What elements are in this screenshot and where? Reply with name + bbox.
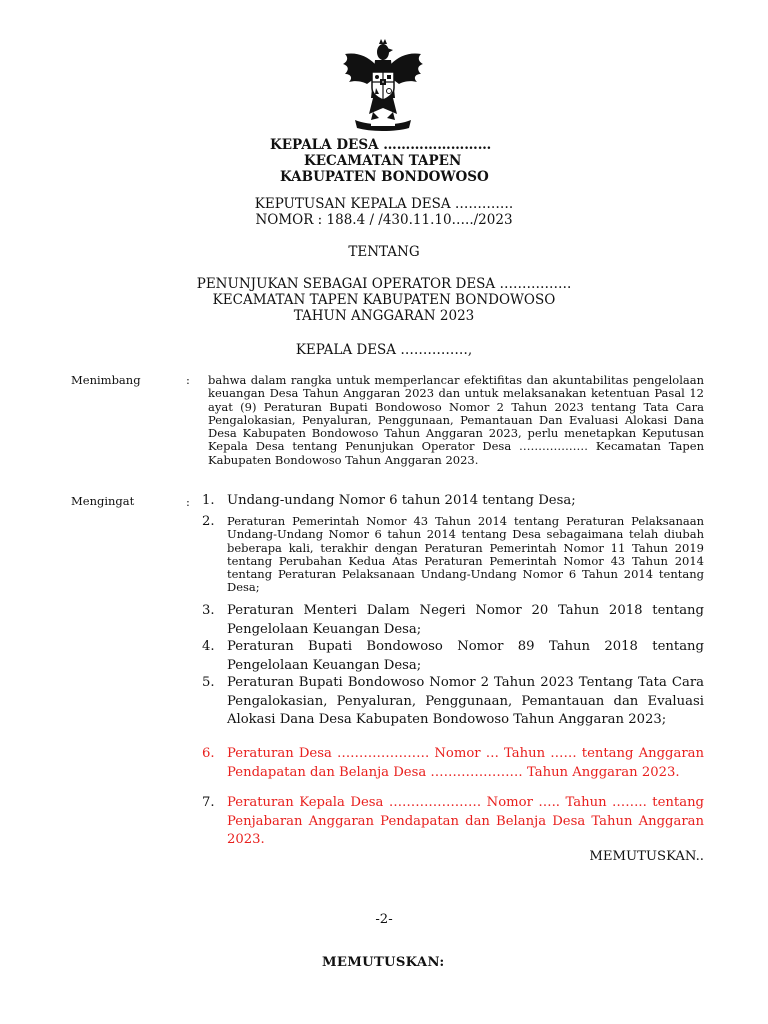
decree-title: KEPUTUSAN KEPALA DESA …………. <box>254 196 514 212</box>
legal-basis-item <box>202 492 704 511</box>
legal-basis-item <box>202 794 704 850</box>
subject-line-3: TAHUN ANGGARAN 2023 <box>293 308 475 324</box>
garuda-emblem-icon <box>341 38 425 134</box>
decree-number: NOMOR : 188.4 / /430.11.10…../2023 <box>255 212 513 228</box>
legal-basis-item <box>202 515 704 595</box>
mengingat-colon: : <box>186 495 190 509</box>
memutuskan-heading: MEMUTUSKAN: <box>322 955 445 970</box>
signatory-title: KEPALA DESA ……………, <box>295 342 473 358</box>
legal-basis-item <box>202 638 704 675</box>
item-text: Peraturan Desa ………………… Nomor … Tahun …… tentang Anggaran Pendapatan dan Belanja Desa ………………… Tahun Anggaran 2023. <box>227 746 704 780</box>
item-text: Peraturan Pemerintah Nomor 43 Tahun 2014 tentang Peraturan Pelaksanaan Undang-Undang Nomor 6 tahun 2014 tentang Desa sebagaimana telah diubah beberapa kali, terakhir dengan Peraturan Pemerintah Nomor 11 Tahun 2019 tentang Perubahan Kedua Atas Peraturan Pemerintah Nomor 43 Tahun 2014 tentang Peraturan Pelaksanaan Undang-Undang Nomor 6 Tahun 2014 tentang Desa; <box>227 514 704 595</box>
tentang-heading: TENTANG <box>348 244 420 260</box>
item-number: 6. <box>202 746 215 761</box>
menimbang-text: bahwa dalam rangka untuk memperlancar efektifitas dan akuntabilitas pengelolaan keuangan Desa Tahun Anggaran 2023 dan untuk melaksanakan ketentuan Pasal 12 ayat (9) Peraturan Bupati Bondowoso Nomor 2 Tahun 2023 tentang Tata Cara Pengalokasian, Penyaluran, Penggunaan, Pemantauan Dan Evaluasi Alokasi Dana Desa Kabupaten Bondowoso Tahun Anggaran 2023, perlu menetapkan Keputusan Kepala Desa tentang Penunjukan Operator Desa ……………… Kecamatan Tapen Kabupaten Bondowoso Tahun Anggaran 2023. <box>208 373 704 467</box>
item-number: 4. <box>202 639 215 654</box>
item-text: Peraturan Kepala Desa ………………… Nomor ….. Tahun …….. tentang Penjabaran Anggaran Pendapatan dan Belanja Desa Tahun Anggaran 2023. <box>227 795 704 847</box>
item-number: 7. <box>202 795 215 810</box>
continued-marker: MEMUTUSKAN.. <box>589 849 704 864</box>
item-text: Peraturan Bupati Bondowoso Nomor 89 Tahun 2018 tentang Pengelolaan Keuangan Desa; <box>227 639 704 673</box>
page-number: -2- <box>375 912 393 927</box>
legal-basis-item <box>202 745 704 782</box>
legal-basis-item <box>202 674 704 730</box>
subject-line-2: KECAMATAN TAPEN KABUPATEN BONDOWOSO <box>212 292 556 308</box>
item-number: 1. <box>202 493 215 508</box>
item-number: 3. <box>202 603 215 618</box>
item-text: Undang-undang Nomor 6 tahun 2014 tentang Desa; <box>227 493 576 508</box>
item-text: Peraturan Menteri Dalam Negeri Nomor 20 Tahun 2018 tentang Pengelolaan Keuangan Desa; <box>227 603 704 637</box>
district-title: KECAMATAN TAPEN <box>304 153 462 169</box>
item-number: 5. <box>202 675 215 690</box>
legal-basis-item <box>202 602 704 639</box>
menimbang-colon: : <box>186 373 190 387</box>
item-text: Peraturan Bupati Bondowoso Nomor 2 Tahun 2023 Tentang Tata Cara Pengalokasian, Penyaluran, Penggunaan, Pemantauan dan Evaluasi Alokasi Dana Desa Kabupaten Bondowoso Tahun Anggaran 2023; <box>227 675 704 727</box>
mengingat-label: Mengingat <box>71 494 135 508</box>
regency-title: KABUPATEN BONDOWOSO <box>280 169 489 185</box>
menimbang-label: Menimbang <box>71 373 141 387</box>
village-head-title: KEPALA DESA …………………… <box>270 137 492 153</box>
subject-line-1: PENUNJUKAN SEBAGAI OPERATOR DESA ……………. <box>196 276 572 292</box>
item-number: 2. <box>202 514 215 529</box>
